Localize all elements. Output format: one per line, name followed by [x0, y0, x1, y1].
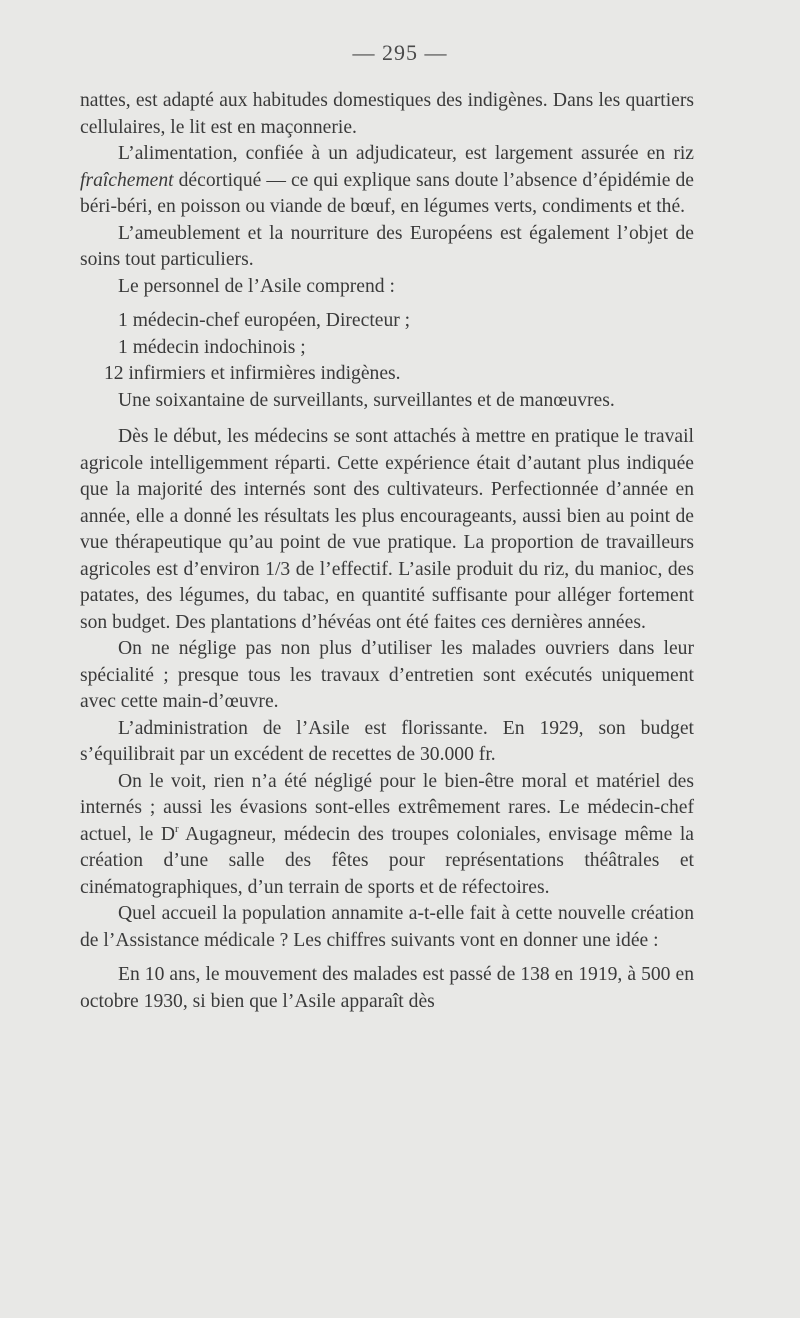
body-text: [80, 88, 694, 1015]
paragraph-wellbeing-part2: Augagneur, médecin des troupes coloniales, envisage même la création d’une salle des fêtes pour représentations théâtrales et cinématographiques, d’un terrain de sports et de réfectoires.: [80, 823, 695, 898]
superscript: r: [175, 822, 179, 835]
paragraph-food: [80, 141, 694, 221]
paragraph-staff-intro: Le personnel de l’Asile comprend :: [118, 275, 395, 297]
paragraph-wellbeing-part1: On le voit, rien n’a été négligé pour le bien-être moral et matériel des internés ; aussi les évasions sont-elles extrêmement rares. Le médecin-chef actuel, le D: [80, 770, 694, 845]
paragraph-continuation: nattes, est adapté aux habitudes domestiques des indigènes. Dans les quartiers cellulaires, le lit est en maçonnerie.: [80, 90, 694, 138]
list-item: 12 infirmiers et infirmières indigènes.: [104, 363, 401, 384]
italic-word: fraîchement: [80, 169, 174, 191]
list-item: 1 médecin indochinois ;: [118, 336, 306, 358]
paragraph-food-part1: L’alimentation, confiée à un adjudicateur, est largement assurée en riz: [118, 143, 694, 164]
page-number: — 295 —: [352, 40, 448, 65]
list-item: 1 médecin-chef européen, Directeur ;: [118, 310, 411, 331]
paragraph-reception: Quel accueil la population annamite a-t-elle fait à cette nouvelle création de l’Assistance médicale ? Les chiffres suivants vont en donner une idée :: [80, 903, 694, 951]
paragraph-statistics: En 10 ans, le mouvement des malades est passé de 138 en 1919, à 500 en octobre 1930, si bien que l’Asile apparaît dès: [80, 964, 694, 1012]
paragraph-food-part2: décortiqué — ce qui explique sans doute l’absence d’épidémie de béri-béri, en poisson ou viande de bœuf, en légumes verts, condiments et thé.: [80, 169, 694, 217]
paragraph-administration: L’administration de l’Asile est florissante. En 1929, son budget s’équilibrait par un excédent de recettes de 30.000 fr.: [80, 717, 694, 765]
paragraph-supervisors: Une soixantaine de surveillants, surveillantes et de manœuvres.: [118, 389, 615, 411]
paragraph-furniture: L’ameublement et la nourriture des Européens est également l’objet de soins tout particuliers.: [80, 222, 694, 270]
paragraph-wellbeing: [80, 769, 694, 902]
paragraph-workers: On ne néglige pas non plus d’utiliser les malades ouvriers dans leur spécialité ; presque tous les travaux d’entretien sont exécutés uniquement avec cette main-d’œuvre.: [80, 638, 694, 712]
paragraph-agriculture: Dès le début, les médecins se sont attachés à mettre en pratique le travail agricole intelligemment réparti. Cette expérience était d’autant plus indiquée que la majorité des internés sont des cultivateurs. Perfectionnée d’année en année, elle a donné les résultats les plus encourageants, aussi bien au point de vue thérapeutique qu’au point de vue pratique. La proportion de travailleurs agricoles est d’environ 1/3 de l’effectif. L’asile produit du riz, du manioc, des patates, des légumes, du tabac, en quantité suffisante pour alléger fortement son budget. Des plantations d’hévéas ont été faites ces dernières années.: [80, 426, 694, 633]
